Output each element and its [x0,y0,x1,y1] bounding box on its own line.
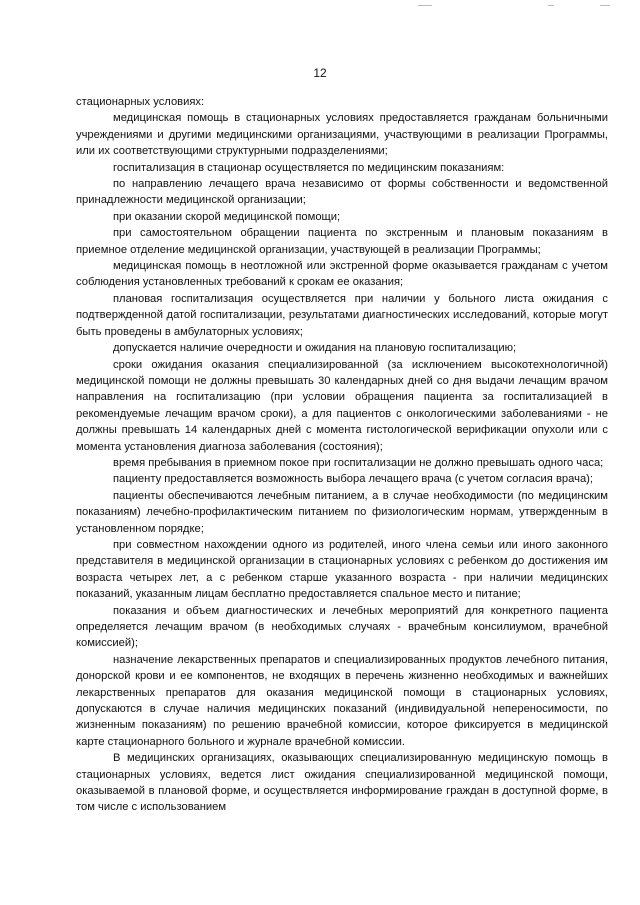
paragraph: время пребывания в приемном покое при госпитализации не должно превышать одного часа; [113,456,604,469]
paragraph: при самостоятельном обращении пациента по экстренным и плановым показаниям в приемное отделение медицинской организации, участвующей в реализации Программы; [76,227,608,256]
paragraph: по направлению лечащего врача независимо от формы собственности и ведомственной принадлежности медицинской организации; [76,178,608,207]
paragraph: В медицинских организациях, оказывающих специализированную медицинскую помощь в стационарных условиях, ведется лист ожидания специализированной медицинской помощи, оказываемой в плановой форме, и осуществляется информирование граждан в доступной форме, в том числе с использованием [76,752,608,814]
paragraph: назначение лекарственных препаратов и специализированных продуктов лечебного питания, донорской крови и ее компонентов, не входящих в перечень жизненно необходимых и важнейших лекарственных препаратов для оказания медицинской помощи в стационарных условиях, допускаются в случае наличия медицинских показаний (индивидуальной непереносимости, по жизненным показаниям) по решению врачебной комиссии, которое фиксируется в медицинской карте стационарного больного и журнале врачебной комиссии. [76,653,608,748]
paragraph: плановая госпитализация осуществляется при наличии у больного листа ожидания с подтвержденной датой госпитализации, результатами диагностических исследований, которые могут быть проведены в амбулаторных условиях; [76,292,608,338]
paragraph: допускается наличие очередности и ожидания на плановую госпитализацию; [113,342,517,355]
scan-artifact [548,5,554,6]
paragraph: пациенты обеспечиваются лечебным питанием, а в случае необходимости (по медицинским показаниям) лечебно-профилактическим питанием по физиологическим нормам, утвержденным в установленном порядке; [76,489,608,535]
paragraph: при совместном нахождении одного из родителей, иного члена семьи или иного законного представителя в медицинской организации в стационарных условиях с ребенком до достижения им возраста четырех лет, а с ребенком старше указанного возраста - при наличии медицинских показаний, указанным лицам бесплатно предоставляется спальное место и питание; [76,538,608,601]
paragraph: пациенту предоставляется возможность выбора лечащего врача (с учетом согласия врача); [113,473,593,486]
scan-artifact [418,5,432,6]
scan-artifact [600,5,610,6]
paragraph: при оказании скорой медицинской помощи; [113,210,341,223]
page-number: 12 [313,66,327,80]
paragraph: медицинская помощь в неотложной или экстренной форме оказывается гражданам с учетом соблюдения установленных требований к срокам ее оказания; [76,260,608,289]
paragraph: стационарных условиях: [76,96,205,108]
paragraph: сроки ожидания оказания специализированной (за исключением высокотехнологичной) медицинской помощи не должны превышать 30 календарных дней со дня выдачи лечащим врачом направления на госпитализацию (при условии обращения пациента за госпитализацией в рекомендуемые лечащим врачом сроки), а для пациентов с онкологическими заболеваниями - не должны превышать 14 календарных дней с момента гистологической верификации опухоли или с момента установления диагноза заболевания (состояния); [76,358,608,453]
paragraph: госпитализация в стационар осуществляется по медицинским показаниям: [113,161,505,174]
paragraph: медицинская помощь в стационарных условиях предоставляется гражданам больничными учреждениями и другими медицинскими организациями, участвующими в реализации Программы, или их соответствующими структурными подразделениями; [76,112,608,158]
paragraph: показания и объем диагностических и лечебных мероприятий для конкретного пациента определяется лечащим врачом (в необходимых случаях - врачебным консилиумом, врачебной комиссией); [76,604,608,650]
document-body [76,94,608,816]
